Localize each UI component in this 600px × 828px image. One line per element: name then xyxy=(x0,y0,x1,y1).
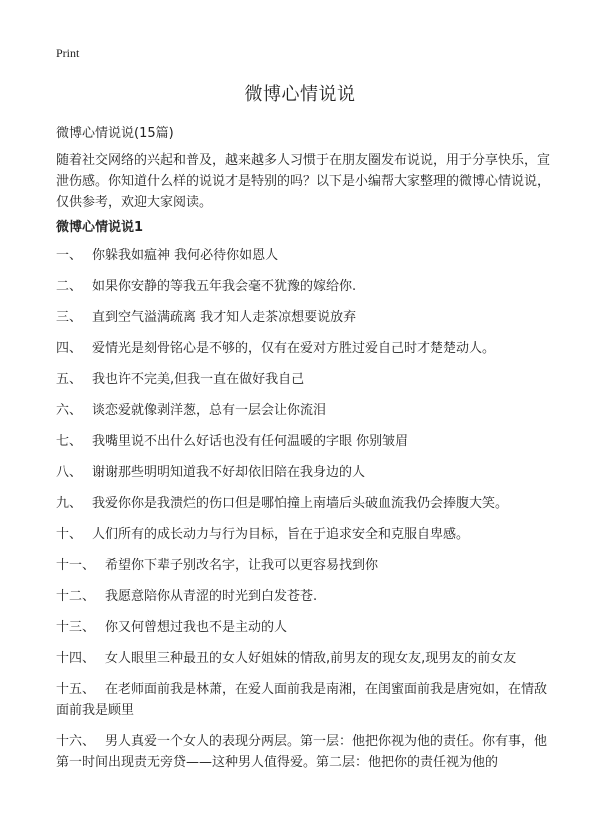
item-text: 你又何曾想过我也不是主动的人 xyxy=(105,620,288,635)
list-item xyxy=(56,369,550,390)
item-number: 十三、 xyxy=(56,620,96,635)
list-item xyxy=(56,679,550,721)
page-title: 微博心情说说 xyxy=(244,84,356,105)
intro-paragraph: 随着社交网络的兴起和普及，越来越多人习惯于在朋友圈发布说说，用于分享快乐，宣泄伤感。你知道什么样的说说才是特别的吗？以下是小编帮大家整理的微博心情说说，仅供参考，欢迎大家阅读。 xyxy=(56,153,551,210)
list-item xyxy=(56,431,550,452)
item-text: 人们所有的成长动力与行为目标，旨在于追求安全和克服自卑感。 xyxy=(92,527,470,542)
item-number: 七、 xyxy=(56,434,83,449)
list-item xyxy=(56,731,550,773)
document-subtitle: 微博心情说说(15篇) xyxy=(56,126,174,141)
item-text: 你躲我如瘟神 我何必待你如恩人 xyxy=(92,248,279,263)
item-text: 爱情光是刻骨铭心是不够的，仅有在爱对方胜过爱自己时才楚楚动人。 xyxy=(92,341,496,356)
list-item xyxy=(56,555,550,576)
list-item xyxy=(56,586,550,607)
item-number: 十一、 xyxy=(56,558,96,573)
item-number: 九、 xyxy=(56,496,83,511)
item-text: 在老师面前我是林萧，在爱人面前我是南湘，在闺蜜面前我是唐宛如，在情敌面前我是顾里 xyxy=(56,682,548,718)
item-number: 二、 xyxy=(56,279,83,294)
item-number: 五、 xyxy=(56,372,83,387)
item-number: 一、 xyxy=(56,248,83,263)
item-text: 我愿意陪你从青涩的时光到白发苍苍. xyxy=(105,589,318,604)
item-text: 直到空气溢满疏离 我才知人走茶凉想要说放弃 xyxy=(92,310,357,325)
item-number: 十五、 xyxy=(56,682,96,697)
item-number: 十六、 xyxy=(56,734,96,749)
list-item xyxy=(56,462,550,483)
quote-list xyxy=(56,245,550,783)
item-text: 如果你安静的等我五年我会毫不犹豫的嫁给你. xyxy=(92,279,357,294)
list-item xyxy=(56,245,550,266)
item-text: 谈恋爱就像剥洋葱，总有一层会让你流泪 xyxy=(92,403,327,418)
list-item xyxy=(56,524,550,545)
item-number: 十二、 xyxy=(56,589,96,604)
section-heading: 微博心情说说1 xyxy=(56,220,144,235)
item-text: 男人真爱一个女人的表现分两层。第一层：他把你视为他的责任。你有事，他第一时间出现责无旁贷——这种男人值得爱。第二层：他把你的责任视为他的 xyxy=(56,734,548,770)
item-text: 女人眼里三种最丑的女人好姐妹的情敌,前男友的现女友,现男友的前女友 xyxy=(105,651,517,666)
list-item xyxy=(56,493,550,514)
item-number: 四、 xyxy=(56,341,83,356)
item-text: 我也许不完美,但我一直在做好我自己 xyxy=(92,372,305,387)
print-link[interactable]: Print xyxy=(56,46,80,60)
item-number: 八、 xyxy=(56,465,83,480)
item-number: 三、 xyxy=(56,310,83,325)
list-item xyxy=(56,648,550,669)
item-text: 希望你下辈子别改名字，让我可以更容易找到你 xyxy=(105,558,379,573)
item-text: 谢谢那些明明知道我不好却依旧陪在我身边的人 xyxy=(92,465,366,480)
item-text: 我嘴里说不出什么好话也没有任何温暖的字眼 你别皱眉 xyxy=(92,434,409,449)
item-number: 十、 xyxy=(56,527,83,542)
item-number: 十四、 xyxy=(56,651,96,666)
list-item xyxy=(56,400,550,421)
list-item xyxy=(56,276,550,297)
item-number: 六、 xyxy=(56,403,83,418)
list-item xyxy=(56,617,550,638)
list-item xyxy=(56,307,550,328)
list-item xyxy=(56,338,550,359)
item-text: 我爱你你是我溃烂的伤口但是哪怕撞上南墙后头破血流我仍会捧腹大笑。 xyxy=(92,496,509,511)
